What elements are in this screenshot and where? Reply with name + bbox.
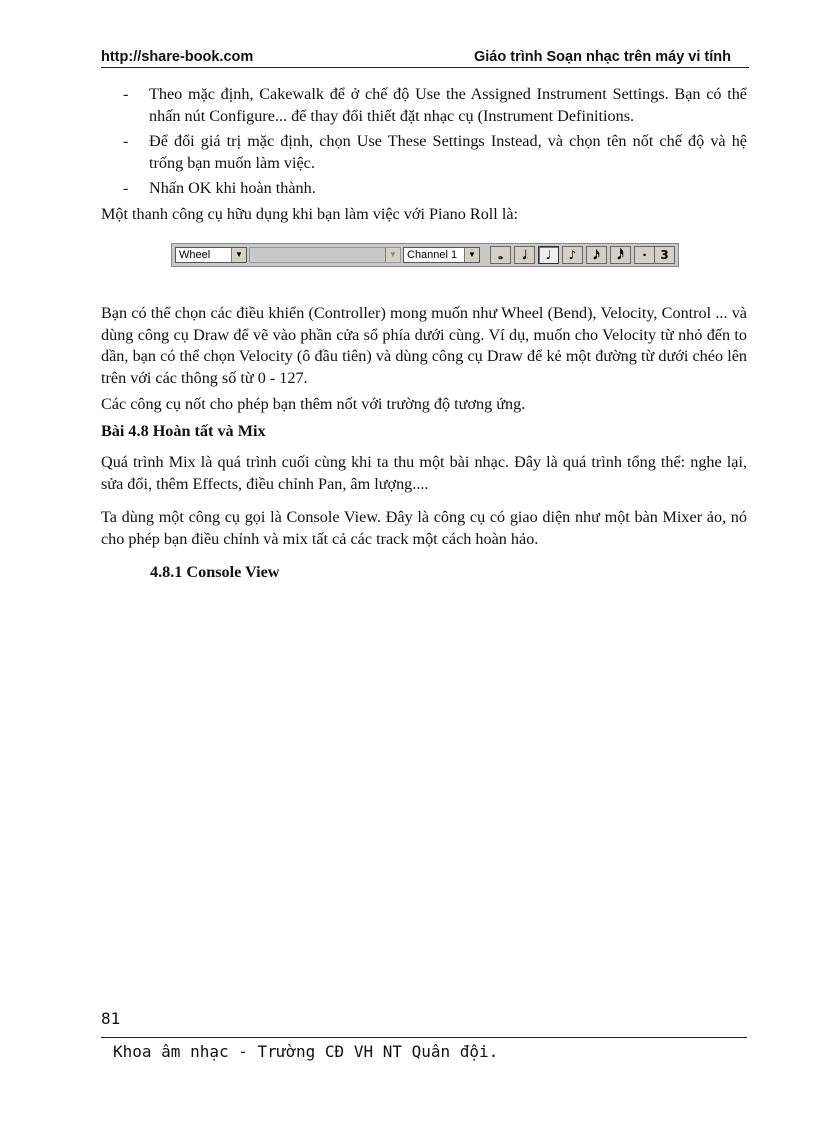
bullet-text: Theo mặc định, Cakewalk để ở chế độ Use the Assigned Instrument Settings. Bạn có thể nhấn nút Configure... để thay đổi thiết đặt nhạc cụ (Instrument Definitions.	[149, 85, 747, 125]
quarter-note-button[interactable]: ♩	[538, 246, 559, 264]
channel-select[interactable]	[403, 247, 480, 263]
bullet-item	[101, 178, 747, 200]
console-paragraph: Ta dùng một công cụ gọi là Console View. Đây là công cụ có giao diện như một bàn Mixer ảo, nó cho phép bạn điều chỉnh và mix tất cả các track một cách hoàn hảo.	[101, 508, 747, 548]
bullet-dash: -	[123, 85, 129, 103]
bullet-dash: -	[123, 179, 129, 197]
controller-paragraph: Bạn có thể chọn các điều khiển (Controller) mong muốn như Wheel (Bend), Velocity, Control ... và dùng công cụ Draw để vẽ vào phần cửa sổ phía dưới cùng. Ví dụ, muốn cho Velocity từ nhỏ đến to dần, bạn có thể chọn Velocity (ô đầu tiên) và dùng công cụ Draw để kẻ một đường từ dưới chéo lên trên với các thông số từ 0 - 127.	[101, 304, 747, 387]
page-content	[101, 84, 747, 584]
chevron-down-icon[interactable]: ▼	[464, 248, 479, 262]
eighth-note-button[interactable]: ♪	[562, 246, 583, 264]
thirty-second-note-button[interactable]: 𝅘𝅥𝅰	[610, 246, 631, 264]
controller-select[interactable]	[175, 247, 247, 263]
bullet-item	[101, 84, 747, 127]
channel-select-value: Channel 1	[407, 249, 458, 261]
chevron-down-icon[interactable]: ▼	[231, 248, 246, 262]
dotted-note-button[interactable]: ·	[634, 246, 655, 264]
footer-divider	[101, 1037, 747, 1038]
triplet-button[interactable]: 3	[654, 246, 675, 264]
note-tools-paragraph: Các công cụ nốt cho phép bạn thêm nốt với trường độ tương ứng.	[101, 395, 526, 413]
sixteenth-note-button[interactable]: 𝅘𝅥𝅯	[586, 246, 607, 264]
page-header	[101, 49, 749, 68]
header-title: Giáo trình Soạn nhạc trên máy vi tính	[473, 49, 731, 65]
footer-text: Khoa âm nhạc - Trường CĐ VH NT Quân đội.	[113, 1042, 499, 1061]
toolbar-figure	[101, 243, 747, 283]
half-note-button[interactable]: 𝅗𝅥	[514, 246, 535, 264]
page-number: 81	[101, 1009, 121, 1028]
subsection-heading: 4.8.1 Console View	[150, 563, 280, 581]
controller-value-select[interactable]	[249, 247, 401, 263]
controller-select-value: Wheel	[179, 249, 211, 261]
toolbar-intro: Một thanh công cụ hữu dụng khi bạn làm việc với Piano Roll là:	[101, 204, 519, 223]
header-url: http://share-book.com	[101, 49, 254, 65]
bullet-item	[101, 131, 747, 174]
bullet-text: Nhấn OK khi hoàn thành.	[149, 179, 316, 197]
section-heading: Bài 4.8 Hoàn tất và Mix	[101, 421, 266, 440]
whole-note-button[interactable]: 𝅝	[490, 246, 511, 264]
mix-paragraph: Quá trình Mix là quá trình cuối cùng khi ta thu một bài nhạc. Đây là quá trình tổng thể: nghe lại, sửa đổi, thêm Effects, điều chỉnh Pan, âm lượng....	[101, 453, 747, 493]
bullet-dash: -	[123, 132, 129, 150]
chevron-down-icon[interactable]: ▼	[385, 248, 400, 262]
piano-roll-toolbar	[171, 243, 679, 267]
bullet-list	[101, 84, 747, 200]
bullet-text: Để đổi giá trị mặc định, chọn Use These Settings Instead, và chọn tên nốt chế độ và hệ trống bạn muốn làm việc.	[149, 132, 747, 172]
